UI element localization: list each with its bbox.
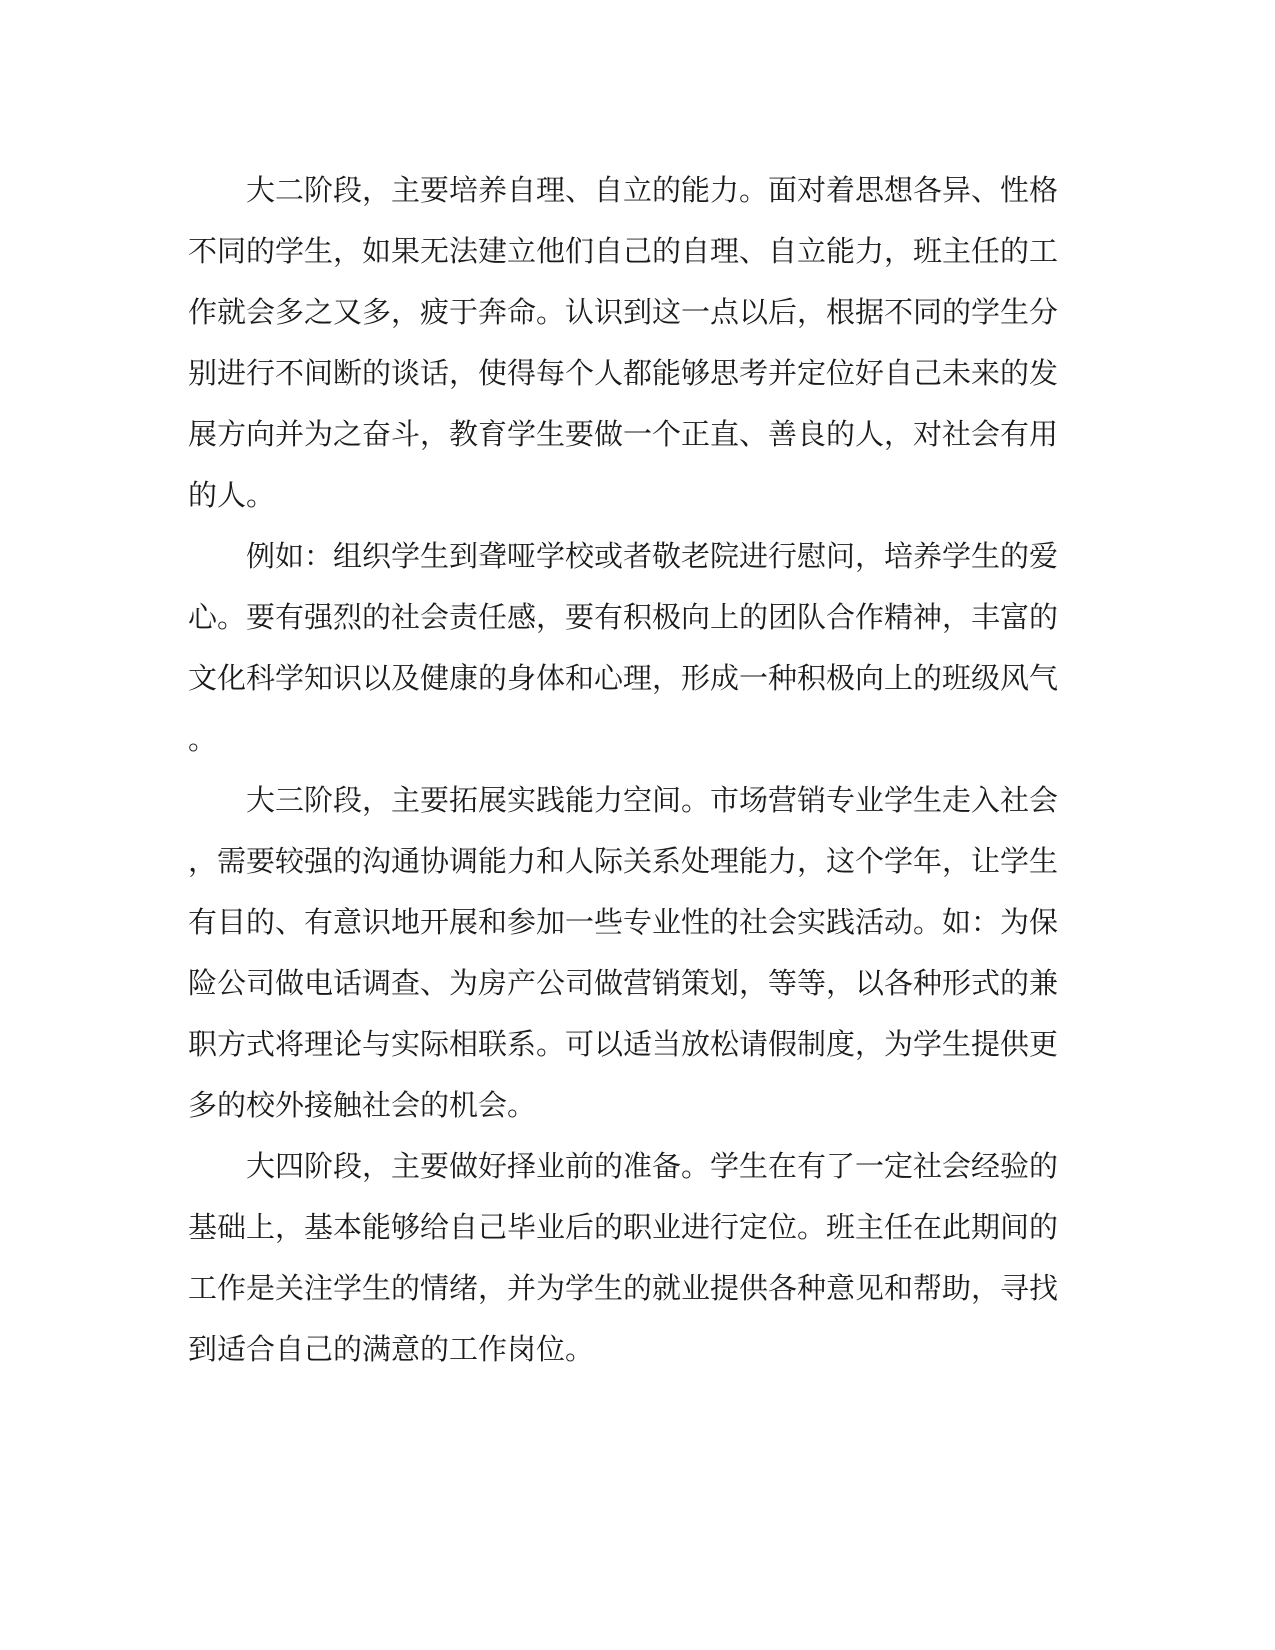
paragraph-line: 大四阶段，主要做好择业前的准备。学生在有了一定社会经验的 <box>188 1149 1059 1183</box>
paragraph-line: 的人。 <box>188 478 276 512</box>
paragraph-line: 险公司做电话调查、为房产公司做营销策划，等等，以各种形式的兼 <box>188 966 1059 1000</box>
paragraph-line: 心。要有强烈的社会责任感，要有积极向上的团队合作精神，丰富的 <box>188 600 1059 634</box>
paragraph-line: 职方式将理论与实际相联系。可以适当放松请假制度，为学生提供更 <box>188 1027 1059 1061</box>
paragraph-line: 有目的、有意识地开展和参加一些专业性的社会实践活动。如：为保 <box>188 905 1059 939</box>
paragraph-line: 工作是关注学生的情绪，并为学生的就业提供各种意见和帮助，寻找 <box>188 1271 1059 1305</box>
paragraph-line: 大三阶段，主要拓展实践能力空间。市场营销专业学生走入社会 <box>188 783 1059 817</box>
paragraph-line: 基础上，基本能够给自己毕业后的职业进行定位。班主任在此期间的 <box>188 1210 1059 1244</box>
paragraph-line: 作就会多之又多，疲于奔命。认识到这一点以后，根据不同的学生分 <box>188 295 1059 329</box>
paragraph-line: 文化科学知识以及健康的身体和心理，形成一种积极向上的班级风气 <box>188 661 1059 695</box>
paragraph-sophomore-stage <box>188 160 1070 526</box>
paragraph-senior-stage <box>188 1136 1070 1380</box>
paragraph-junior-stage <box>188 770 1070 1136</box>
paragraph-line: 例如：组织学生到聋哑学校或者敬老院进行慰问，培养学生的爱 <box>188 539 1059 573</box>
paragraph-line: 别进行不间断的谈话，使得每个人都能够思考并定位好自己未来的发 <box>188 356 1059 390</box>
paragraph-line: ，需要较强的沟通协调能力和人际关系处理能力，这个学年，让学生 <box>188 844 1059 878</box>
document-body <box>188 160 1070 1380</box>
paragraph-example <box>188 526 1070 770</box>
paragraph-line: 展方向并为之奋斗，教育学生要做一个正直、善良的人，对社会有用 <box>188 417 1059 451</box>
paragraph-line: 大二阶段，主要培养自理、自立的能力。面对着思想各异、性格 <box>188 173 1059 207</box>
paragraph-line: 不同的学生，如果无法建立他们自己的自理、自立能力，班主任的工 <box>188 234 1059 268</box>
paragraph-line: 。 <box>188 722 218 756</box>
paragraph-line: 多的校外接触社会的机会。 <box>188 1088 537 1122</box>
paragraph-line: 到适合自己的满意的工作岗位。 <box>188 1332 595 1366</box>
